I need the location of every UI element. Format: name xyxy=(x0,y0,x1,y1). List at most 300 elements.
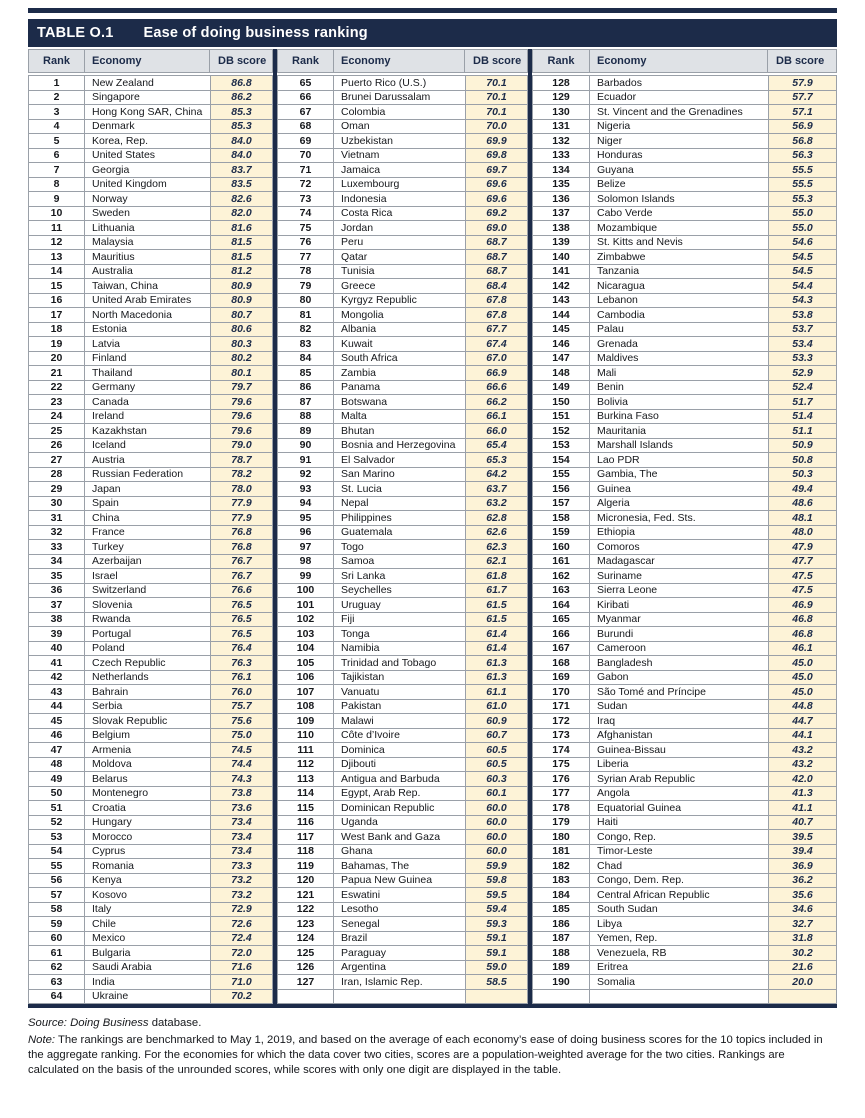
rank-cell: 75 xyxy=(278,221,334,236)
economy-cell: St. Vincent and the Grenadines xyxy=(590,105,769,120)
table-row xyxy=(29,743,273,758)
economy-cell: Peru xyxy=(334,236,466,251)
economy-cell: Bolivia xyxy=(590,395,769,410)
rank-cell: 57 xyxy=(29,888,85,903)
economy-cell: Algeria xyxy=(590,497,769,512)
economy-cell: Kenya xyxy=(85,874,211,889)
table-row xyxy=(278,830,528,845)
economy-cell xyxy=(334,990,466,1005)
table-row xyxy=(278,787,528,802)
rank-cell: 85 xyxy=(278,366,334,381)
rank-cell: 116 xyxy=(278,816,334,831)
table-row xyxy=(533,714,837,729)
db-score-cell: 83.7 xyxy=(211,163,273,178)
economy-cell: Saudi Arabia xyxy=(85,961,211,976)
rank-cell: 158 xyxy=(533,511,590,526)
economy-cell: China xyxy=(85,511,211,526)
rank-cell: 12 xyxy=(29,236,85,251)
rank-cell: 43 xyxy=(29,685,85,700)
table-row xyxy=(278,178,528,193)
rank-cell: 42 xyxy=(29,671,85,686)
column-group-1 xyxy=(28,49,273,1004)
rank-cell: 174 xyxy=(533,743,590,758)
table-row xyxy=(278,932,528,947)
db-score-cell: 40.7 xyxy=(769,816,837,831)
rank-cell: 5 xyxy=(29,134,85,149)
table-row xyxy=(29,149,273,164)
table-row xyxy=(278,613,528,628)
table-row xyxy=(29,91,273,106)
rank-cell: 67 xyxy=(278,105,334,120)
rank-cell: 32 xyxy=(29,526,85,541)
economy-cell: Uzbekistan xyxy=(334,134,466,149)
table-row xyxy=(29,859,273,874)
table-row xyxy=(29,714,273,729)
rank-cell: 122 xyxy=(278,903,334,918)
db-score-cell: 55.0 xyxy=(769,221,837,236)
rank-cell: 138 xyxy=(533,221,590,236)
economy-cell: Ghana xyxy=(334,845,466,860)
economy-cell: Gambia, The xyxy=(590,468,769,483)
economy-cell: Estonia xyxy=(85,323,211,338)
economy-cell: Cameroon xyxy=(590,642,769,657)
db-score-cell: 56.9 xyxy=(769,120,837,135)
rank-cell: 104 xyxy=(278,642,334,657)
rank-cell: 190 xyxy=(533,975,590,990)
table-row xyxy=(278,91,528,106)
rank-cell: 168 xyxy=(533,656,590,671)
rank-cell: 133 xyxy=(533,149,590,164)
economy-cell: Côte d’Ivoire xyxy=(334,729,466,744)
table-row xyxy=(533,584,837,599)
rank-cell: 144 xyxy=(533,308,590,323)
economy-cell: Madagascar xyxy=(590,555,769,570)
rank-cell: 77 xyxy=(278,250,334,265)
rank-cell: 165 xyxy=(533,613,590,628)
table-row xyxy=(278,859,528,874)
economy-cell: St. Lucia xyxy=(334,482,466,497)
rank-cell: 120 xyxy=(278,874,334,889)
table-row xyxy=(29,758,273,773)
table-row xyxy=(278,76,528,91)
rank-cell: 86 xyxy=(278,381,334,396)
rank-cell: 20 xyxy=(29,352,85,367)
rank-cell xyxy=(278,990,334,1005)
table-row xyxy=(533,946,837,961)
table-body-1 xyxy=(28,75,273,1004)
table-row xyxy=(29,555,273,570)
db-score-cell: 76.8 xyxy=(211,540,273,555)
table-title-bar xyxy=(28,19,837,47)
rank-cell: 106 xyxy=(278,671,334,686)
economy-cell: Mongolia xyxy=(334,308,466,323)
rank-cell: 94 xyxy=(278,497,334,512)
rank-cell: 99 xyxy=(278,569,334,584)
db-score-cell: 61.0 xyxy=(466,700,528,715)
db-score-cell: 68.7 xyxy=(466,236,528,251)
db-score-cell: 62.6 xyxy=(466,526,528,541)
rank-cell: 24 xyxy=(29,410,85,425)
table-row xyxy=(533,511,837,526)
economy-cell: Taiwan, China xyxy=(85,279,211,294)
economy-cell: Chile xyxy=(85,917,211,932)
economy-cell: Mauritania xyxy=(590,424,769,439)
db-score-cell: 59.3 xyxy=(466,917,528,932)
db-score-cell: 66.6 xyxy=(466,381,528,396)
economy-cell: Pakistan xyxy=(334,700,466,715)
economy-cell: Marshall Islands xyxy=(590,439,769,454)
rank-cell: 7 xyxy=(29,163,85,178)
rank-cell: 101 xyxy=(278,598,334,613)
db-score-cell: 72.0 xyxy=(211,946,273,961)
rank-cell: 49 xyxy=(29,772,85,787)
table-row xyxy=(278,801,528,816)
table-row xyxy=(278,192,528,207)
rank-cell: 159 xyxy=(533,526,590,541)
table-row xyxy=(533,685,837,700)
note-text: The rankings are benchmarked to May 1, 2019, and based on the average of each economy’s ease of doing business scores for the 10 topics included in the aggregate ranking. For the economies for which the data cover two cities, scores are a population-weighted average for the two cities. Rankings are calculated on the basis of the unrounded scores, while scores with only one digit are displayed in the table. xyxy=(28,1034,823,1076)
db-score-cell: 47.5 xyxy=(769,584,837,599)
table-row xyxy=(278,149,528,164)
db-score-cell: 71.0 xyxy=(211,975,273,990)
db-score-cell: 36.9 xyxy=(769,859,837,874)
economy-cell: Malaysia xyxy=(85,236,211,251)
table-row xyxy=(533,308,837,323)
table-row xyxy=(29,192,273,207)
rank-cell: 181 xyxy=(533,845,590,860)
rank-cell: 129 xyxy=(533,91,590,106)
db-score-cell: 66.0 xyxy=(466,424,528,439)
table-row xyxy=(278,946,528,961)
table-row xyxy=(29,279,273,294)
table-row xyxy=(278,961,528,976)
economy-cell: West Bank and Gaza xyxy=(334,830,466,845)
table-row xyxy=(278,990,528,1005)
rank-cell: 46 xyxy=(29,729,85,744)
db-score-cell: 65.3 xyxy=(466,453,528,468)
db-score-cell: 70.2 xyxy=(211,990,273,1005)
economy-cell: Nicaragua xyxy=(590,279,769,294)
table-row xyxy=(278,526,528,541)
rank-cell: 139 xyxy=(533,236,590,251)
column-group-2 xyxy=(277,49,528,1004)
db-score-cell: 50.9 xyxy=(769,439,837,454)
economy-cell: Slovak Republic xyxy=(85,714,211,729)
rank-cell: 33 xyxy=(29,540,85,555)
economy-cell: Finland xyxy=(85,352,211,367)
economy-cell: Fiji xyxy=(334,613,466,628)
economy-cell: Greece xyxy=(334,279,466,294)
rank-cell: 147 xyxy=(533,352,590,367)
table-row xyxy=(533,787,837,802)
table-row xyxy=(278,424,528,439)
db-score-cell: 69.7 xyxy=(466,163,528,178)
table-row xyxy=(533,120,837,135)
economy-cell: Papua New Guinea xyxy=(334,874,466,889)
table-row xyxy=(533,656,837,671)
table-row xyxy=(278,395,528,410)
rank-cell: 96 xyxy=(278,526,334,541)
table-row xyxy=(533,236,837,251)
table-row xyxy=(533,743,837,758)
economy-cell: Vanuatu xyxy=(334,685,466,700)
economy-cell: Japan xyxy=(85,482,211,497)
economy-cell: Cabo Verde xyxy=(590,207,769,222)
db-score-cell: 86.8 xyxy=(211,76,273,91)
db-score-cell: 50.8 xyxy=(769,453,837,468)
economy-cell: Palau xyxy=(590,323,769,338)
rank-cell: 187 xyxy=(533,932,590,947)
rank-cell: 60 xyxy=(29,932,85,947)
db-score-cell: 64.2 xyxy=(466,468,528,483)
table-row xyxy=(29,207,273,222)
table-row xyxy=(29,178,273,193)
table-row xyxy=(533,526,837,541)
db-score-cell: 73.4 xyxy=(211,845,273,860)
db-score-cell: 68.4 xyxy=(466,279,528,294)
economy-cell: Thailand xyxy=(85,366,211,381)
table-row xyxy=(278,845,528,860)
rank-cell: 186 xyxy=(533,917,590,932)
table-row xyxy=(29,410,273,425)
db-score-cell: 47.7 xyxy=(769,555,837,570)
economy-cell: Luxembourg xyxy=(334,178,466,193)
db-score-cell: 59.9 xyxy=(466,859,528,874)
economy-cell: Comoros xyxy=(590,540,769,555)
table-row xyxy=(278,642,528,657)
db-score-cell: 53.3 xyxy=(769,352,837,367)
rank-cell: 76 xyxy=(278,236,334,251)
table-row xyxy=(29,961,273,976)
db-score-cell: 51.7 xyxy=(769,395,837,410)
rank-cell: 90 xyxy=(278,439,334,454)
db-score-cell: 51.4 xyxy=(769,410,837,425)
table-row xyxy=(29,917,273,932)
table-row xyxy=(29,395,273,410)
table-row xyxy=(29,787,273,802)
economy-cell: Mauritius xyxy=(85,250,211,265)
rank-cell: 39 xyxy=(29,627,85,642)
rank-cell: 102 xyxy=(278,613,334,628)
ranking-table xyxy=(28,49,837,1008)
table-row xyxy=(29,975,273,990)
economy-cell: South Africa xyxy=(334,352,466,367)
rank-cell: 119 xyxy=(278,859,334,874)
table-row xyxy=(278,337,528,352)
economy-cell: Botswana xyxy=(334,395,466,410)
rank-cell: 162 xyxy=(533,569,590,584)
rank-cell: 154 xyxy=(533,453,590,468)
rank-cell: 78 xyxy=(278,265,334,280)
db-score-cell: 42.0 xyxy=(769,772,837,787)
table-row xyxy=(29,569,273,584)
economy-cell: Venezuela, RB xyxy=(590,946,769,961)
economy-cell: Barbados xyxy=(590,76,769,91)
db-score-cell: 78.2 xyxy=(211,468,273,483)
table-row xyxy=(278,671,528,686)
db-score-cell: 55.5 xyxy=(769,178,837,193)
table-row xyxy=(278,888,528,903)
rank-cell: 34 xyxy=(29,555,85,570)
rank-cell: 114 xyxy=(278,787,334,802)
table-row xyxy=(533,555,837,570)
rank-cell: 53 xyxy=(29,830,85,845)
table-row xyxy=(278,816,528,831)
economy-cell: Korea, Rep. xyxy=(85,134,211,149)
table-row xyxy=(533,758,837,773)
rank-cell: 56 xyxy=(29,874,85,889)
table-row xyxy=(29,946,273,961)
rank-cell: 108 xyxy=(278,700,334,715)
table-row xyxy=(533,613,837,628)
db-score-cell: 57.1 xyxy=(769,105,837,120)
economy-cell: Iran, Islamic Rep. xyxy=(334,975,466,990)
table-body-2 xyxy=(277,75,528,1004)
economy-cell: Libya xyxy=(590,917,769,932)
rank-header: Rank xyxy=(278,50,334,72)
rank-cell: 110 xyxy=(278,729,334,744)
table-row xyxy=(533,381,837,396)
db-score-cell xyxy=(769,990,837,1005)
economy-cell: Turkey xyxy=(85,540,211,555)
db-score-cell xyxy=(466,990,528,1005)
rank-cell: 166 xyxy=(533,627,590,642)
table-row xyxy=(278,627,528,642)
db-score-cell: 67.8 xyxy=(466,308,528,323)
economy-cell: Benin xyxy=(590,381,769,396)
rank-cell: 157 xyxy=(533,497,590,512)
db-score-cell: 59.8 xyxy=(466,874,528,889)
db-score-cell: 74.4 xyxy=(211,758,273,773)
rank-cell: 3 xyxy=(29,105,85,120)
db-score-cell: 63.2 xyxy=(466,497,528,512)
rank-cell: 169 xyxy=(533,671,590,686)
economy-cell: St. Kitts and Nevis xyxy=(590,236,769,251)
economy-cell: Rwanda xyxy=(85,613,211,628)
db-score-cell: 50.3 xyxy=(769,468,837,483)
economy-cell: Ecuador xyxy=(590,91,769,106)
table-row xyxy=(533,598,837,613)
table-row xyxy=(533,366,837,381)
header-row xyxy=(277,49,528,73)
db-score-cell: 48.1 xyxy=(769,511,837,526)
table-row xyxy=(278,381,528,396)
table-row xyxy=(278,729,528,744)
economy-cell: Sweden xyxy=(85,207,211,222)
table-row xyxy=(29,511,273,526)
rank-cell: 141 xyxy=(533,265,590,280)
db-score-cell: 67.7 xyxy=(466,323,528,338)
rank-cell: 130 xyxy=(533,105,590,120)
rank-cell: 1 xyxy=(29,76,85,91)
db-score-cell: 59.4 xyxy=(466,903,528,918)
db-score-cell: 44.7 xyxy=(769,714,837,729)
db-score-cell: 73.4 xyxy=(211,816,273,831)
economy-cell: Micronesia, Fed. Sts. xyxy=(590,511,769,526)
db-score-cell: 75.6 xyxy=(211,714,273,729)
rank-cell: 111 xyxy=(278,743,334,758)
db-score-cell: 44.1 xyxy=(769,729,837,744)
table-row xyxy=(29,294,273,309)
db-score-cell: 85.3 xyxy=(211,105,273,120)
db-score-cell: 74.5 xyxy=(211,743,273,758)
rank-cell: 79 xyxy=(278,279,334,294)
table-row xyxy=(533,265,837,280)
rank-cell: 123 xyxy=(278,917,334,932)
economy-cell: Chad xyxy=(590,859,769,874)
db-score-cell: 80.1 xyxy=(211,366,273,381)
economy-cell: Jordan xyxy=(334,221,466,236)
db-score-cell: 61.5 xyxy=(466,598,528,613)
table-row xyxy=(29,308,273,323)
table-row xyxy=(278,120,528,135)
table-row xyxy=(29,323,273,338)
table-row xyxy=(533,221,837,236)
db-score-cell: 61.3 xyxy=(466,671,528,686)
economy-cell: Kosovo xyxy=(85,888,211,903)
db-score-cell: 51.1 xyxy=(769,424,837,439)
rank-cell: 14 xyxy=(29,265,85,280)
db-score-cell: 67.4 xyxy=(466,337,528,352)
rank-cell: 124 xyxy=(278,932,334,947)
table-row xyxy=(278,468,528,483)
table-row xyxy=(278,772,528,787)
table-row xyxy=(278,555,528,570)
table-row xyxy=(278,265,528,280)
db-score-cell: 59.1 xyxy=(466,932,528,947)
db-score-cell: 60.0 xyxy=(466,801,528,816)
db-score-cell: 70.0 xyxy=(466,120,528,135)
header-row xyxy=(28,49,273,73)
economy-cell: Syrian Arab Republic xyxy=(590,772,769,787)
table-row xyxy=(533,294,837,309)
table-row xyxy=(29,497,273,512)
rank-cell: 6 xyxy=(29,149,85,164)
db-score-cell: 48.6 xyxy=(769,497,837,512)
db-score-cell: 67.0 xyxy=(466,352,528,367)
economy-cell: Indonesia xyxy=(334,192,466,207)
rank-cell: 40 xyxy=(29,642,85,657)
db-score-cell: 76.4 xyxy=(211,642,273,657)
table-number: TABLE O.1 xyxy=(37,25,114,41)
economy-cell: Gabon xyxy=(590,671,769,686)
economy-cell: Portugal xyxy=(85,627,211,642)
db-score-cell: 76.6 xyxy=(211,584,273,599)
economy-cell: Albania xyxy=(334,323,466,338)
table-row xyxy=(533,700,837,715)
economy-cell: Germany xyxy=(85,381,211,396)
table-row xyxy=(278,294,528,309)
db-score-cell: 61.3 xyxy=(466,656,528,671)
economy-cell: Azerbaijan xyxy=(85,555,211,570)
rank-cell: 149 xyxy=(533,381,590,396)
rank-cell: 47 xyxy=(29,743,85,758)
economy-cell: Guyana xyxy=(590,163,769,178)
rank-cell: 188 xyxy=(533,946,590,961)
table-row xyxy=(278,308,528,323)
db-score-cell: 61.4 xyxy=(466,642,528,657)
db-score-cell: 76.7 xyxy=(211,555,273,570)
economy-cell: Ethiopia xyxy=(590,526,769,541)
rank-cell: 135 xyxy=(533,178,590,193)
rank-header: Rank xyxy=(533,50,590,72)
economy-cell: Armenia xyxy=(85,743,211,758)
economy-cell: Lithuania xyxy=(85,221,211,236)
db-score-cell: 86.2 xyxy=(211,91,273,106)
rank-cell: 35 xyxy=(29,569,85,584)
economy-cell: Namibia xyxy=(334,642,466,657)
economy-cell: Congo, Dem. Rep. xyxy=(590,874,769,889)
